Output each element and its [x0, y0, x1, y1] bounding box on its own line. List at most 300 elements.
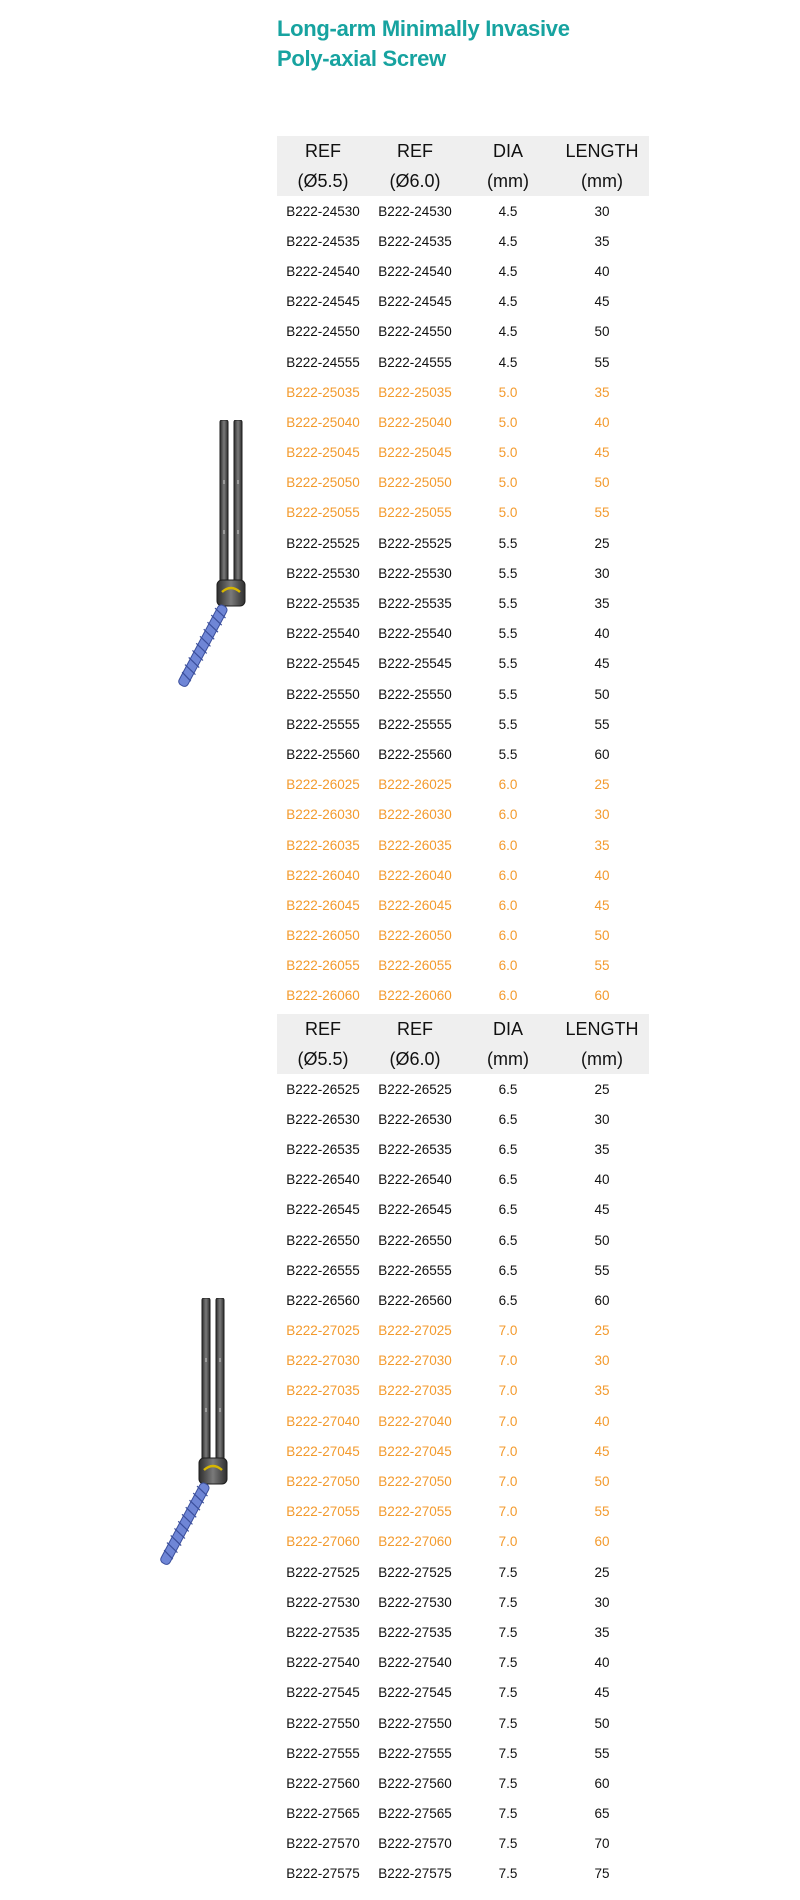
ref-2-cell: B222-27575 — [378, 1866, 452, 1882]
dia-cell: 7.0 — [498, 1353, 518, 1369]
dia-cell: 5.5 — [498, 656, 518, 672]
table-row — [277, 1406, 649, 1436]
length-cell: 45 — [594, 1443, 610, 1459]
ref-2-cell: B222-26030 — [378, 807, 452, 823]
ref-1-cell: B222-24550 — [286, 324, 360, 340]
dia-cell: 7.0 — [498, 1474, 518, 1490]
length-cell: 40 — [594, 1413, 610, 1429]
length-cell: 30 — [594, 1594, 610, 1610]
length-cell: 55 — [594, 1745, 610, 1761]
length-cell: 45 — [594, 445, 610, 461]
ref-1-cell: B222-27535 — [286, 1624, 360, 1640]
table-row — [277, 1285, 649, 1315]
ref-2-cell: B222-27555 — [378, 1745, 452, 1761]
ref-2-cell: B222-24540 — [378, 263, 452, 279]
length-cell: 35 — [594, 837, 610, 853]
length-cell: 35 — [594, 596, 610, 612]
header-length-sub: (mm) — [555, 1044, 649, 1074]
table-row — [277, 468, 649, 498]
table-row — [277, 1768, 649, 1798]
ref-1-cell: B222-25550 — [286, 686, 360, 702]
ref-2-cell: B222-27560 — [378, 1775, 452, 1791]
screw-illustration-icon — [160, 1298, 250, 1568]
dia-cell: 6.5 — [498, 1172, 518, 1188]
table-row — [277, 770, 649, 800]
table-row — [277, 619, 649, 649]
length-cell: 35 — [594, 1141, 610, 1157]
ref-2-cell: B222-27030 — [378, 1353, 452, 1369]
ref-1-cell: B222-25525 — [286, 535, 360, 551]
ref-1-cell: B222-25540 — [286, 626, 360, 642]
dia-cell: 7.5 — [498, 1685, 518, 1701]
ref-2-cell: B222-27570 — [378, 1836, 452, 1852]
ref-2-cell: B222-25050 — [378, 475, 452, 491]
ref-1-cell: B222-27550 — [286, 1715, 360, 1731]
length-cell: 45 — [594, 1685, 610, 1701]
table-row — [277, 1527, 649, 1557]
header-ref-2: REF — [369, 1014, 461, 1044]
table-row — [277, 951, 649, 981]
ref-2-cell: B222-26045 — [378, 897, 452, 913]
length-cell: 60 — [594, 1292, 610, 1308]
header-ref-1-sub: (Ø5.5) — [277, 166, 369, 196]
dia-cell: 7.0 — [498, 1413, 518, 1429]
ref-2-cell: B222-25530 — [378, 565, 452, 581]
ref-2-cell: B222-27550 — [378, 1715, 452, 1731]
ref-2-cell: B222-27545 — [378, 1685, 452, 1701]
dia-cell: 5.0 — [498, 505, 518, 521]
table-row — [277, 588, 649, 618]
ref-2-cell: B222-27525 — [378, 1564, 452, 1580]
title-line-1: Long-arm Minimally Invasive — [277, 16, 570, 41]
dia-cell: 7.5 — [498, 1624, 518, 1640]
ref-2-cell: B222-26530 — [378, 1111, 452, 1127]
dia-cell: 7.5 — [498, 1745, 518, 1761]
length-cell: 30 — [594, 1111, 610, 1127]
header-dia: DIA — [461, 136, 555, 166]
table-row — [277, 196, 649, 226]
dia-cell: 7.0 — [498, 1323, 518, 1339]
length-cell: 50 — [594, 928, 610, 944]
dia-cell: 4.5 — [498, 203, 518, 219]
dia-cell: 7.5 — [498, 1715, 518, 1731]
dia-cell: 7.5 — [498, 1594, 518, 1610]
ref-2-cell: B222-26040 — [378, 867, 452, 883]
ref-2-cell: B222-26550 — [378, 1232, 452, 1248]
dia-cell: 5.5 — [498, 596, 518, 612]
ref-1-cell: B222-26550 — [286, 1232, 360, 1248]
ref-1-cell: B222-26050 — [286, 928, 360, 944]
header-ref-1-sub: (Ø5.5) — [277, 1044, 369, 1074]
ref-1-cell: B222-27035 — [286, 1383, 360, 1399]
table-header — [277, 1014, 649, 1074]
ref-1-cell: B222-26045 — [286, 897, 360, 913]
ref-2-cell: B222-27565 — [378, 1806, 452, 1822]
table-row — [277, 800, 649, 830]
table-row — [277, 1436, 649, 1466]
length-cell: 40 — [594, 414, 610, 430]
length-cell: 50 — [594, 324, 610, 340]
ref-1-cell: B222-27555 — [286, 1745, 360, 1761]
ref-1-cell: B222-26525 — [286, 1081, 360, 1097]
table-row — [277, 921, 649, 951]
ref-1-cell: B222-26055 — [286, 958, 360, 974]
header-ref-1: REF — [277, 1014, 369, 1044]
ref-1-cell: B222-27545 — [286, 1685, 360, 1701]
dia-cell: 6.5 — [498, 1202, 518, 1218]
table-row — [277, 558, 649, 588]
length-cell: 30 — [594, 203, 610, 219]
dia-cell: 7.0 — [498, 1534, 518, 1550]
length-cell: 50 — [594, 1474, 610, 1490]
ref-2-cell: B222-25560 — [378, 746, 452, 762]
table-row — [277, 679, 649, 709]
table-row — [277, 1587, 649, 1617]
ref-2-cell: B222-24535 — [378, 233, 452, 249]
dia-cell: 5.5 — [498, 686, 518, 702]
page-title — [277, 14, 570, 74]
length-cell: 60 — [594, 746, 610, 762]
ref-1-cell: B222-25555 — [286, 716, 360, 732]
ref-1-cell: B222-26545 — [286, 1202, 360, 1218]
dia-cell: 5.5 — [498, 746, 518, 762]
length-cell: 35 — [594, 1624, 610, 1640]
length-cell: 25 — [594, 1081, 610, 1097]
ref-2-cell: B222-24555 — [378, 354, 452, 370]
ref-1-cell: B222-27040 — [286, 1413, 360, 1429]
ref-2-cell: B222-24550 — [378, 324, 452, 340]
dia-cell: 5.0 — [498, 414, 518, 430]
ref-1-cell: B222-27540 — [286, 1655, 360, 1671]
dia-cell: 5.5 — [498, 716, 518, 732]
length-cell: 40 — [594, 626, 610, 642]
ref-1-cell: B222-27060 — [286, 1534, 360, 1550]
ref-1-cell: B222-27530 — [286, 1594, 360, 1610]
length-cell: 25 — [594, 535, 610, 551]
ref-2-cell: B222-24530 — [378, 203, 452, 219]
table-row — [277, 1738, 649, 1768]
ref-2-cell: B222-26555 — [378, 1262, 452, 1278]
table-row — [277, 407, 649, 437]
spec-table-2 — [277, 1014, 649, 1889]
ref-1-cell: B222-26035 — [286, 837, 360, 853]
length-cell: 55 — [594, 354, 610, 370]
ref-2-cell: B222-26540 — [378, 1172, 452, 1188]
header-ref-1: REF — [277, 136, 369, 166]
table-row — [277, 1376, 649, 1406]
dia-cell: 4.5 — [498, 233, 518, 249]
table-row — [277, 1799, 649, 1829]
ref-2-cell: B222-25055 — [378, 505, 452, 521]
table-row — [277, 981, 649, 1011]
ref-1-cell: B222-26535 — [286, 1141, 360, 1157]
table-row — [277, 649, 649, 679]
ref-1-cell: B222-25050 — [286, 475, 360, 491]
length-cell: 30 — [594, 1353, 610, 1369]
header-row — [277, 1014, 649, 1044]
ref-2-cell: B222-25040 — [378, 414, 452, 430]
length-cell: 30 — [594, 565, 610, 581]
table-row — [277, 256, 649, 286]
dia-cell: 6.5 — [498, 1111, 518, 1127]
table-row — [277, 860, 649, 890]
header-length: LENGTH — [555, 136, 649, 166]
dia-cell: 6.5 — [498, 1141, 518, 1157]
header-unit-row — [277, 166, 649, 196]
ref-2-cell: B222-25550 — [378, 686, 452, 702]
ref-1-cell: B222-27025 — [286, 1323, 360, 1339]
table-row — [277, 1708, 649, 1738]
dia-cell: 5.0 — [498, 445, 518, 461]
ref-1-cell: B222-27050 — [286, 1474, 360, 1490]
dia-cell: 6.0 — [498, 837, 518, 853]
ref-1-cell: B222-26530 — [286, 1111, 360, 1127]
ref-2-cell: B222-27040 — [378, 1413, 452, 1429]
dia-cell: 7.0 — [498, 1383, 518, 1399]
table-row — [277, 1195, 649, 1225]
table-row — [277, 1557, 649, 1587]
ref-1-cell: B222-27055 — [286, 1504, 360, 1520]
table-row — [277, 226, 649, 256]
length-cell: 35 — [594, 233, 610, 249]
table-row — [277, 890, 649, 920]
length-cell: 50 — [594, 1715, 610, 1731]
table-row — [277, 1225, 649, 1255]
dia-cell: 7.5 — [498, 1866, 518, 1882]
header-ref-2-sub: (Ø6.0) — [369, 1044, 461, 1074]
ref-2-cell: B222-25555 — [378, 716, 452, 732]
ref-2-cell: B222-27060 — [378, 1534, 452, 1550]
dia-cell: 6.5 — [498, 1292, 518, 1308]
ref-2-cell: B222-27540 — [378, 1655, 452, 1671]
dia-cell: 5.0 — [498, 475, 518, 491]
table-row — [277, 347, 649, 377]
ref-1-cell: B222-24535 — [286, 233, 360, 249]
ref-1-cell: B222-26030 — [286, 807, 360, 823]
ref-2-cell: B222-25525 — [378, 535, 452, 551]
length-cell: 45 — [594, 656, 610, 672]
ref-1-cell: B222-26540 — [286, 1172, 360, 1188]
header-length-sub: (mm) — [555, 166, 649, 196]
ref-1-cell: B222-25560 — [286, 746, 360, 762]
length-cell: 65 — [594, 1806, 610, 1822]
header-dia: DIA — [461, 1014, 555, 1044]
dia-cell: 7.5 — [498, 1806, 518, 1822]
table-row — [277, 1829, 649, 1859]
ref-2-cell: B222-26050 — [378, 928, 452, 944]
table-row — [277, 1648, 649, 1678]
table-body — [277, 1074, 649, 1889]
ref-2-cell: B222-25035 — [378, 384, 452, 400]
ref-1-cell: B222-26040 — [286, 867, 360, 883]
dia-cell: 4.5 — [498, 263, 518, 279]
length-cell: 50 — [594, 1232, 610, 1248]
table-row — [277, 1859, 649, 1889]
ref-2-cell: B222-27535 — [378, 1624, 452, 1640]
length-cell: 55 — [594, 1262, 610, 1278]
ref-1-cell: B222-27525 — [286, 1564, 360, 1580]
table-row — [277, 739, 649, 769]
length-cell: 35 — [594, 1383, 610, 1399]
ref-2-cell: B222-27025 — [378, 1323, 452, 1339]
length-cell: 50 — [594, 686, 610, 702]
table-row — [277, 1316, 649, 1346]
length-cell: 55 — [594, 505, 610, 521]
ref-2-cell: B222-26025 — [378, 777, 452, 793]
length-cell: 60 — [594, 1775, 610, 1791]
length-cell: 55 — [594, 958, 610, 974]
ref-1-cell: B222-27575 — [286, 1866, 360, 1882]
dia-cell: 7.5 — [498, 1836, 518, 1852]
dia-cell: 7.5 — [498, 1655, 518, 1671]
ref-1-cell: B222-24540 — [286, 263, 360, 279]
length-cell: 45 — [594, 294, 610, 310]
ref-1-cell: B222-26060 — [286, 988, 360, 1004]
dia-cell: 7.5 — [498, 1775, 518, 1791]
length-cell: 60 — [594, 988, 610, 1004]
spec-table-1 — [277, 136, 649, 1011]
length-cell: 70 — [594, 1836, 610, 1852]
table-row — [277, 498, 649, 528]
header-ref-2-sub: (Ø6.0) — [369, 166, 461, 196]
ref-2-cell: B222-26535 — [378, 1141, 452, 1157]
ref-2-cell: B222-26560 — [378, 1292, 452, 1308]
length-cell: 55 — [594, 1504, 610, 1520]
header-length: LENGTH — [555, 1014, 649, 1044]
ref-1-cell: B222-27045 — [286, 1443, 360, 1459]
ref-1-cell: B222-24545 — [286, 294, 360, 310]
ref-1-cell: B222-25040 — [286, 414, 360, 430]
length-cell: 40 — [594, 1655, 610, 1671]
dia-cell: 6.0 — [498, 988, 518, 1004]
length-cell: 40 — [594, 263, 610, 279]
table-body — [277, 196, 649, 1011]
length-cell: 40 — [594, 867, 610, 883]
dia-cell: 6.0 — [498, 777, 518, 793]
dia-cell: 6.0 — [498, 897, 518, 913]
dia-cell: 6.0 — [498, 958, 518, 974]
ref-2-cell: B222-27035 — [378, 1383, 452, 1399]
ref-2-cell: B222-27050 — [378, 1474, 452, 1490]
table-row — [277, 317, 649, 347]
table-row — [277, 377, 649, 407]
ref-1-cell: B222-27565 — [286, 1806, 360, 1822]
dia-cell: 5.5 — [498, 565, 518, 581]
screw-illustration-icon — [178, 420, 268, 690]
dia-cell: 6.0 — [498, 867, 518, 883]
ref-2-cell: B222-26035 — [378, 837, 452, 853]
ref-1-cell: B222-25545 — [286, 656, 360, 672]
table-row — [277, 287, 649, 317]
table-row — [277, 1255, 649, 1285]
ref-2-cell: B222-27055 — [378, 1504, 452, 1520]
dia-cell: 4.5 — [498, 324, 518, 340]
ref-2-cell: B222-26525 — [378, 1081, 452, 1097]
dia-cell: 5.5 — [498, 626, 518, 642]
ref-1-cell: B222-24530 — [286, 203, 360, 219]
length-cell: 60 — [594, 1534, 610, 1550]
ref-2-cell: B222-25540 — [378, 626, 452, 642]
table-row — [277, 830, 649, 860]
header-row — [277, 136, 649, 166]
dia-cell: 6.5 — [498, 1262, 518, 1278]
table-row — [277, 438, 649, 468]
ref-1-cell: B222-25530 — [286, 565, 360, 581]
table-row — [277, 1134, 649, 1164]
ref-1-cell: B222-26025 — [286, 777, 360, 793]
table-row — [277, 1165, 649, 1195]
ref-1-cell: B222-25535 — [286, 596, 360, 612]
table-row — [277, 1074, 649, 1104]
header-unit-row — [277, 1044, 649, 1074]
ref-1-cell: B222-27030 — [286, 1353, 360, 1369]
ref-1-cell: B222-24555 — [286, 354, 360, 370]
length-cell: 25 — [594, 1323, 610, 1339]
ref-2-cell: B222-26545 — [378, 1202, 452, 1218]
ref-1-cell: B222-26560 — [286, 1292, 360, 1308]
length-cell: 55 — [594, 716, 610, 732]
dia-cell: 7.0 — [498, 1504, 518, 1520]
dia-cell: 6.0 — [498, 928, 518, 944]
ref-2-cell: B222-27530 — [378, 1594, 452, 1610]
ref-2-cell: B222-26055 — [378, 958, 452, 974]
ref-1-cell: B222-25035 — [286, 384, 360, 400]
ref-1-cell: B222-25045 — [286, 445, 360, 461]
table-row — [277, 1104, 649, 1134]
length-cell: 25 — [594, 777, 610, 793]
ref-2-cell: B222-26060 — [378, 988, 452, 1004]
dia-cell: 7.5 — [498, 1564, 518, 1580]
table-row — [277, 1346, 649, 1376]
length-cell: 40 — [594, 1172, 610, 1188]
header-dia-sub: (mm) — [461, 166, 555, 196]
table-row — [277, 528, 649, 558]
ref-2-cell: B222-25535 — [378, 596, 452, 612]
table-row — [277, 1497, 649, 1527]
length-cell: 30 — [594, 807, 610, 823]
ref-1-cell: B222-25055 — [286, 505, 360, 521]
dia-cell: 7.0 — [498, 1443, 518, 1459]
table-row — [277, 1466, 649, 1496]
ref-2-cell: B222-27045 — [378, 1443, 452, 1459]
dia-cell: 6.5 — [498, 1232, 518, 1248]
length-cell: 35 — [594, 384, 610, 400]
ref-2-cell: B222-25545 — [378, 656, 452, 672]
table-row — [277, 1678, 649, 1708]
dia-cell: 4.5 — [498, 294, 518, 310]
length-cell: 75 — [594, 1866, 610, 1882]
table-row — [277, 1617, 649, 1647]
dia-cell: 6.0 — [498, 807, 518, 823]
title-line-2: Poly-axial Screw — [277, 46, 446, 71]
dia-cell: 4.5 — [498, 354, 518, 370]
ref-1-cell: B222-27570 — [286, 1836, 360, 1852]
length-cell: 45 — [594, 1202, 610, 1218]
dia-cell: 6.5 — [498, 1081, 518, 1097]
length-cell: 25 — [594, 1564, 610, 1580]
header-ref-2: REF — [369, 136, 461, 166]
dia-cell: 5.5 — [498, 535, 518, 551]
header-dia-sub: (mm) — [461, 1044, 555, 1074]
ref-1-cell: B222-27560 — [286, 1775, 360, 1791]
ref-2-cell: B222-25045 — [378, 445, 452, 461]
table-header — [277, 136, 649, 196]
ref-1-cell: B222-26555 — [286, 1262, 360, 1278]
length-cell: 50 — [594, 475, 610, 491]
length-cell: 45 — [594, 897, 610, 913]
dia-cell: 5.0 — [498, 384, 518, 400]
table-row — [277, 709, 649, 739]
